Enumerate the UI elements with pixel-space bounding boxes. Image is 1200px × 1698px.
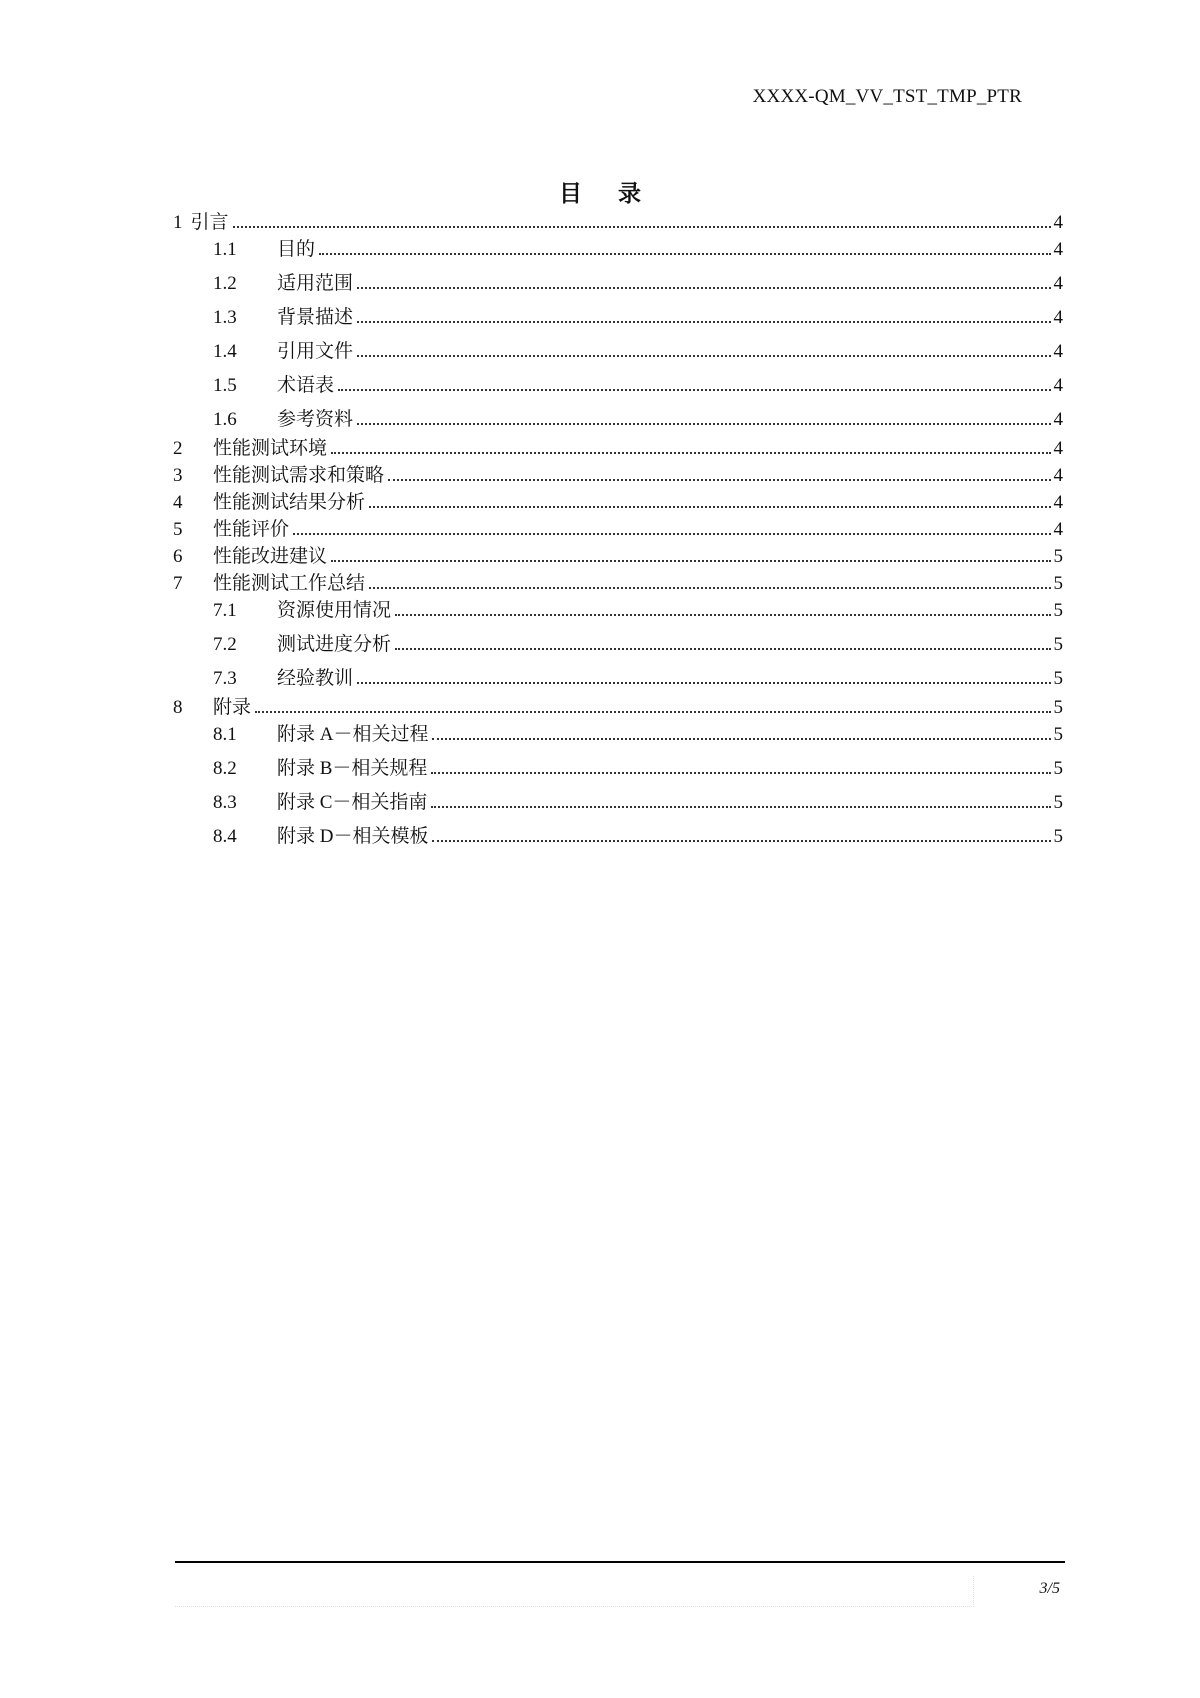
toc-leader-dots: [293, 533, 1050, 535]
toc-entry-page: 5: [1053, 792, 1063, 813]
toc-entry-number: 8.1: [213, 724, 237, 745]
toc-entry-label: 附录 D－相关模板: [277, 826, 429, 847]
toc-entry-page: 4: [1053, 239, 1063, 260]
toc-entry-1-3[interactable]: [173, 307, 1063, 329]
toc-entry-page: 4: [1053, 438, 1063, 459]
toc-entry-page: 5: [1053, 600, 1063, 621]
footer-divider: [175, 1561, 1065, 1563]
toc-entry-8-1[interactable]: [173, 724, 1063, 746]
toc-entry-7-1[interactable]: [173, 600, 1063, 622]
toc-entry-number: 2: [173, 438, 183, 459]
toc-entry-label: 参考资料: [277, 409, 354, 430]
toc-leader-dots: [431, 806, 1050, 808]
toc-leader-dots: [357, 682, 1050, 684]
toc-leader-dots: [331, 452, 1050, 454]
toc-entry-number: 1: [173, 212, 183, 233]
toc-leader-dots: [319, 253, 1050, 255]
toc-leader-dots: [432, 840, 1050, 842]
toc-entry-page: 4: [1053, 273, 1063, 294]
toc-entry-label: 适用范围: [277, 273, 354, 294]
toc-entry-number: 7.2: [213, 634, 237, 655]
toc-entry-page: 4: [1053, 519, 1063, 540]
toc-leader-dots: [357, 423, 1050, 425]
toc-entry-3[interactable]: [173, 465, 1063, 487]
toc-entry-7-2[interactable]: [173, 634, 1063, 656]
toc-entry-number: 1.2: [213, 273, 237, 294]
toc-entry-label: 资源使用情况: [277, 600, 392, 621]
toc-entry-number: 8: [173, 697, 183, 718]
toc-entry-number: 1.1: [213, 239, 237, 260]
toc-entry-2[interactable]: [173, 438, 1063, 460]
toc-entry-page: 4: [1053, 492, 1063, 513]
toc-entry-number: 5: [173, 519, 183, 540]
toc-leader-dots: [357, 355, 1050, 357]
toc-entry-page: 4: [1053, 375, 1063, 396]
toc-entry-1[interactable]: [173, 212, 1063, 234]
toc-entry-page: 4: [1053, 465, 1063, 486]
toc-entry-page: 4: [1053, 409, 1063, 430]
toc-entry-1-2[interactable]: [173, 273, 1063, 295]
toc-leader-dots: [357, 287, 1050, 289]
toc-entry-1-1[interactable]: [173, 239, 1063, 261]
toc-entry-number: 1.3: [213, 307, 237, 328]
toc-entry-5[interactable]: [173, 519, 1063, 541]
toc-entry-page: 5: [1053, 826, 1063, 847]
table-of-contents: [173, 212, 1063, 860]
toc-entry-number: 1.6: [213, 409, 237, 430]
toc-entry-label: 术语表: [277, 375, 335, 396]
toc-entry-number: 8.3: [213, 792, 237, 813]
toc-entry-number: 8.4: [213, 826, 237, 847]
toc-entry-page: 4: [1053, 212, 1063, 233]
toc-leader-dots: [388, 479, 1050, 481]
toc-entry-number: 3: [173, 465, 183, 486]
page-number: 3/5: [1039, 1580, 1060, 1597]
toc-title: 目 录: [558, 181, 655, 207]
toc-entry-number: 7.1: [213, 600, 237, 621]
toc-leader-dots: [369, 587, 1050, 589]
document-code: XXXX-QM_VV_TST_TMP_PTR: [752, 86, 1022, 107]
toc-leader-dots: [395, 614, 1050, 616]
toc-entry-7[interactable]: [173, 573, 1063, 595]
footer-area: [175, 1576, 974, 1607]
toc-entry-page: 5: [1053, 634, 1063, 655]
toc-entry-label: 目的: [277, 239, 316, 260]
toc-entry-number: 7.3: [213, 668, 237, 689]
toc-entry-4[interactable]: [173, 492, 1063, 514]
toc-entry-label: 性能测试环境: [213, 438, 328, 459]
toc-entry-label: 性能测试工作总结: [213, 573, 366, 594]
toc-entry-page: 5: [1053, 697, 1063, 718]
toc-leader-dots: [395, 648, 1050, 650]
toc-entry-page: 5: [1053, 668, 1063, 689]
toc-entry-label: 附录 A－相关过程: [277, 724, 429, 745]
toc-leader-dots: [369, 506, 1050, 508]
toc-leader-dots: [431, 772, 1050, 774]
toc-entry-label: 附录 B－相关规程: [277, 758, 428, 779]
toc-entry-label: 引言: [190, 212, 229, 233]
toc-entry-label: 性能改进建议: [213, 546, 328, 567]
toc-entry-label: 引用文件: [277, 341, 354, 362]
toc-entry-number: 6: [173, 546, 183, 567]
toc-entry-label: 附录 C－相关指南: [277, 792, 428, 813]
toc-entry-label: 经验教训: [277, 668, 354, 689]
toc-entry-1-5[interactable]: [173, 375, 1063, 397]
toc-entry-8[interactable]: [173, 697, 1063, 719]
toc-entry-page: 4: [1053, 307, 1063, 328]
toc-entry-label: 性能测试需求和策略: [213, 465, 385, 486]
toc-entry-number: 4: [173, 492, 183, 513]
toc-leader-dots: [357, 321, 1050, 323]
toc-entry-label: 附录: [213, 697, 252, 718]
toc-entry-7-3[interactable]: [173, 668, 1063, 690]
toc-entry-number: 8.2: [213, 758, 237, 779]
toc-entry-label: 性能评价: [213, 519, 290, 540]
toc-entry-8-2[interactable]: [173, 758, 1063, 780]
toc-entry-number: 1.4: [213, 341, 237, 362]
toc-leader-dots: [233, 226, 1051, 228]
toc-entry-8-3[interactable]: [173, 792, 1063, 814]
toc-entry-page: 5: [1053, 573, 1063, 594]
toc-entry-page: 5: [1053, 758, 1063, 779]
toc-leader-dots: [255, 711, 1050, 713]
toc-entry-label: 背景描述: [277, 307, 354, 328]
toc-leader-dots: [432, 738, 1050, 740]
toc-entry-1-6[interactable]: [173, 409, 1063, 431]
toc-entry-number: 1.5: [213, 375, 237, 396]
toc-entry-page: 4: [1053, 341, 1063, 362]
toc-entry-6[interactable]: [173, 546, 1063, 568]
toc-entry-number: 7: [173, 573, 183, 594]
toc-entry-label: 性能测试结果分析: [213, 492, 366, 513]
toc-entry-page: 5: [1053, 724, 1063, 745]
toc-entry-8-4[interactable]: [173, 826, 1063, 848]
toc-entry-label: 测试进度分析: [277, 634, 392, 655]
toc-entry-page: 5: [1053, 546, 1063, 567]
toc-leader-dots: [331, 560, 1050, 562]
toc-entry-1-4[interactable]: [173, 341, 1063, 363]
toc-leader-dots: [338, 389, 1050, 391]
